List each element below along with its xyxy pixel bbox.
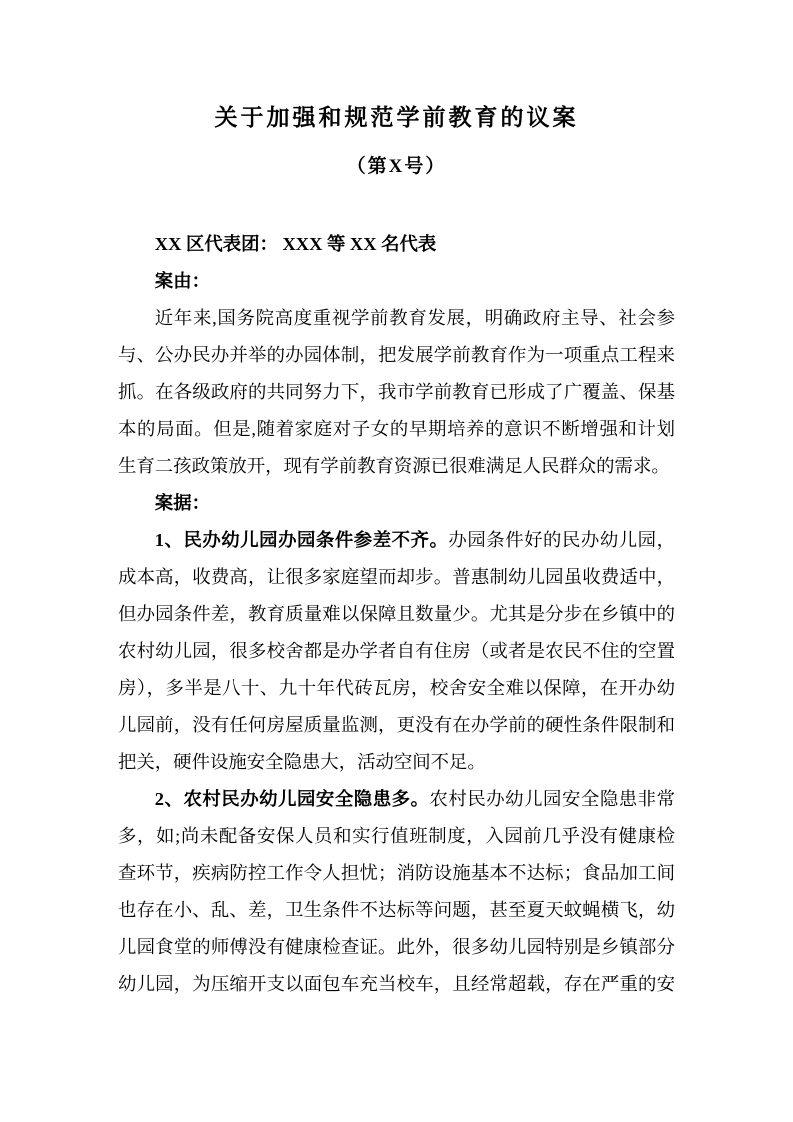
text-line: [118, 670, 675, 707]
text-line: [118, 226, 675, 263]
text-line: [118, 744, 675, 781]
text-line: [118, 633, 675, 670]
document-body: [118, 226, 675, 1003]
text-line: [118, 892, 675, 929]
text-segment: 儿园前，没有任何房屋质量监测，更没有在办学前的硬性条件限制和: [118, 715, 675, 735]
text-line: [118, 966, 675, 1003]
text-segment: 把关，硬件设施安全隐患大，活动空间不足。: [118, 752, 486, 772]
text-line: [118, 485, 675, 522]
text-line: [118, 411, 675, 448]
text-segment: 成本高，收费高，让很多家庭望而却步。普惠制幼儿园虽收费适中，: [118, 567, 675, 587]
text-line: [118, 781, 675, 818]
text-line: [118, 818, 675, 855]
text-line: [118, 300, 675, 337]
bold-text-segment: XX 区代表团： XXX 等 XX 名代表: [154, 234, 437, 254]
bold-text-segment: 2、农村民办幼儿园安全隐患多。: [154, 789, 430, 809]
text-line: [118, 855, 675, 892]
text-segment: 儿园食堂的师傅没有健康检查证。此外，很多幼儿园特别是乡镇部分: [118, 937, 675, 957]
bold-text-segment: 案据：: [154, 493, 210, 513]
text-line: [118, 929, 675, 966]
text-segment: 查环节，疾病防控工作令人担忧；消防设施基本不达标；食品加工间: [118, 863, 675, 883]
text-segment: 多，如;尚未配备安保人员和实行值班制度，入园前几乎没有健康检: [118, 826, 675, 846]
text-segment: 近年来,国务院高度重视学前教育发展，明确政府主导、社会参: [154, 308, 675, 328]
bold-text-segment: 1、民办幼儿园办园条件参差不齐。: [154, 530, 449, 550]
text-segment: 幼儿园，为压缩开支以面包车充当校车，且经常超载，存在严重的安: [118, 974, 675, 994]
document-number: （第X号）: [346, 156, 447, 177]
text-line: [118, 522, 675, 559]
text-segment: 农村幼儿园，很多校舍都是办学者自有住房（或者是农民不住的空置: [118, 641, 675, 661]
text-line: [118, 337, 675, 374]
text-segment: 抓。在各级政府的共同努力下，我市学前教育已形成了广覆盖、保基: [118, 382, 675, 402]
text-line: [118, 596, 675, 633]
text-segment: 办园条件好的民办幼儿园，: [448, 530, 675, 550]
bold-text-segment: 案由：: [154, 271, 210, 291]
text-line: [118, 559, 675, 596]
text-line: [118, 263, 675, 300]
text-segment: 也存在小、乱、差，卫生条件不达标等问题，甚至夏天蚊蝇横飞，幼: [118, 900, 675, 920]
text-segment: 生育二孩政策放开，现有学前教育资源已很难满足人民群众的需求。: [118, 456, 670, 476]
text-segment: 但办园条件差，教育质量难以保障且数量少。尤其是分步在乡镇中的: [118, 604, 675, 624]
text-segment: 与、公办民办并举的办园体制，把发展学前教育作为一项重点工程来: [118, 345, 675, 365]
document-title: 关于加强和规范学前教育的议案: [214, 105, 579, 130]
text-segment: 房），多半是八十、九十年代砖瓦房，校舍安全难以保障，在开办幼: [118, 678, 675, 698]
text-segment: 农村民办幼儿园安全隐患非常: [429, 789, 675, 809]
text-line: [118, 374, 675, 411]
text-segment: 本的局面。但是,随着家庭对子女的早期培养的意识不断增强和计划: [118, 419, 675, 439]
text-line: [118, 707, 675, 744]
text-line: [118, 448, 675, 485]
